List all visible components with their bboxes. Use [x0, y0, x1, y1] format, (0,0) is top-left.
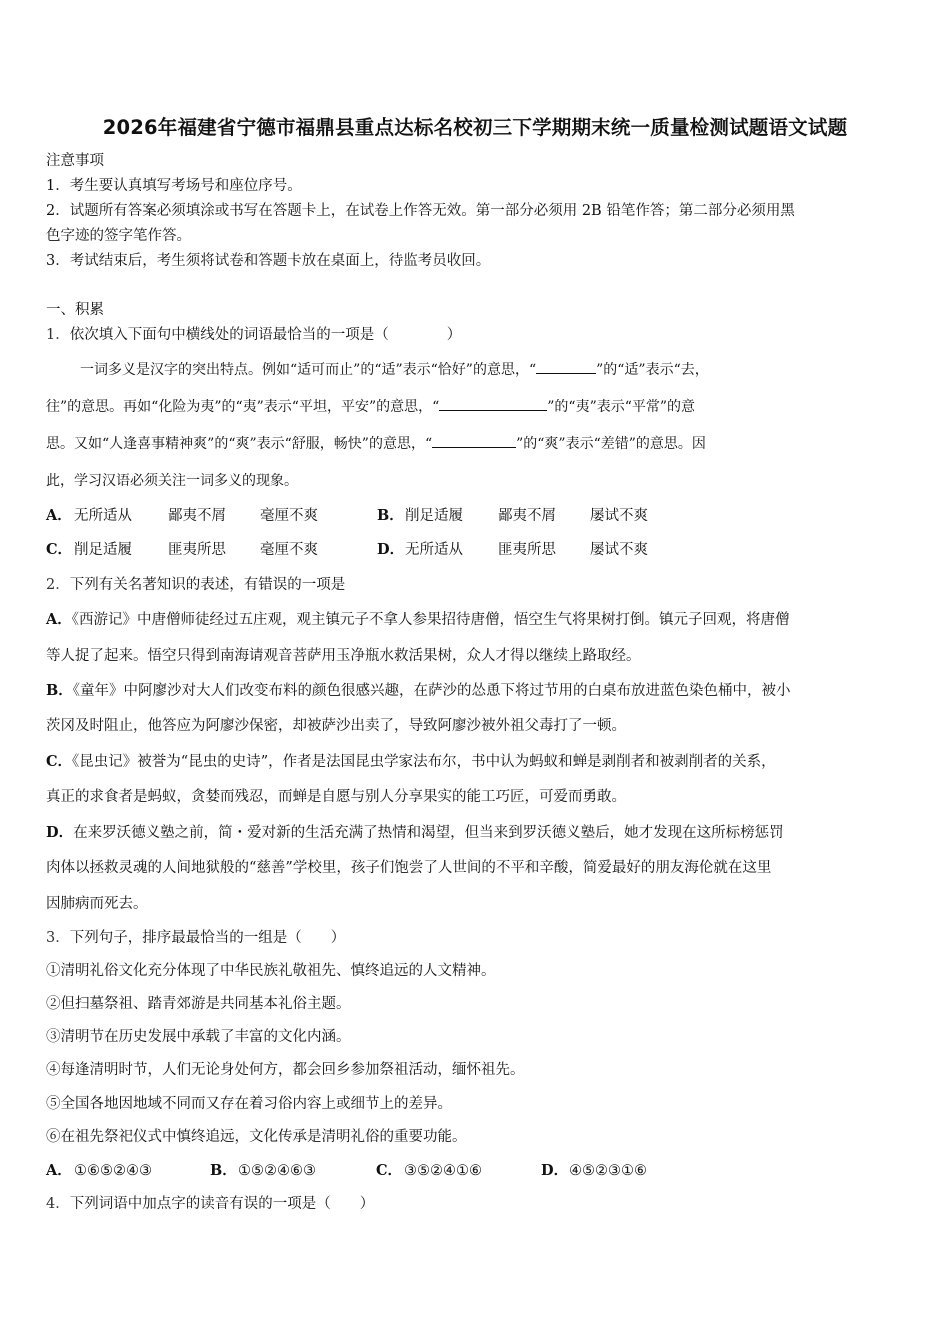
option-text: 《西游记》中唐僧师徒经过五庄观，观主镇元子不拿人参果招待唐僧，悟空生气将果树打倒。镇元子回观，将唐僧 — [71, 612, 790, 628]
option-label[interactable]: D． — [541, 1162, 569, 1179]
passage-text: 思。又如“人逢喜事精神爽”的“爽”表示“舒服，畅快”的意思，“ — [46, 436, 433, 452]
blank-line[interactable] — [432, 433, 516, 448]
option-word: 削足适履 — [405, 508, 463, 524]
option-label[interactable]: B． — [377, 507, 404, 524]
passage-text: ”的“夷”表示“平常”的意 — [547, 399, 696, 415]
sentence-item: ①清明礼俗文化充分体现了中华民族礼敬祖先、慎终追远的人文精神。 — [46, 963, 496, 979]
sentence-item: ②但扫墓祭祖、踏青郊游是共同基本礼俗主题。 — [46, 996, 351, 1012]
option-word: 鄙夷不屑 — [498, 508, 556, 524]
option-a-cont: 等人捉了起来。悟空只得到南海请观音菩萨用玉净瓶水救活果树，众人才得以继续上路取经。 — [46, 648, 641, 664]
option-word: 鄙夷不屑 — [168, 508, 226, 524]
option-text: 在来罗沃德义塾之前，简・爱对新的生活充满了热情和渴望，但当来到罗沃德义塾后，她才发现在这所标榜惩罚 — [73, 825, 784, 841]
option-label[interactable]: A． — [46, 1162, 72, 1179]
passage-line — [46, 433, 906, 455]
question-number: 2． — [46, 577, 70, 593]
option-d-cont: 肉体以拯救灵魂的人间地狱般的“慈善”学校里，孩子们饱尝了人世间的不平和辛酸，简爱最好的朋友海伦就在这里 — [46, 860, 772, 876]
notice-item: 1．考生要认真填写考场号和座位序号。 — [46, 178, 302, 194]
option-word: 屡试不爽 — [590, 542, 648, 558]
option-c-cont: 真正的求食者是蚂蚁，贪婪而残忍，而蝉是自愿与别人分享果实的能工巧匠，可爱而勇敢。 — [46, 789, 626, 805]
question-stem: 依次填入下面句中横线处的词语最恰当的一项是（ ） — [69, 327, 462, 343]
option-word: 削足适履 — [74, 542, 132, 558]
question-2 — [46, 574, 906, 596]
option-b-cont: 茨冈及时阻止，他答应为阿廖沙保密，却被萨沙出卖了，导致阿廖沙被外祖父毒打了一顿。 — [46, 718, 626, 734]
question-stem: 下列有关名著知识的表述，有错误的一项是 — [69, 577, 346, 593]
option-label[interactable]: D． — [377, 541, 405, 558]
sentence-item: ⑤全国各地因地域不同而又存在着习俗内容上或细节上的差异。 — [46, 1096, 452, 1112]
option-word: 屡试不爽 — [590, 508, 648, 524]
option-label[interactable]: A． — [46, 507, 72, 524]
option-word: 毫厘不爽 — [260, 508, 318, 524]
option-c — [46, 751, 906, 773]
option-value: ③⑤②④①⑥ — [404, 1163, 482, 1179]
question-1 — [46, 324, 906, 346]
passage-text: ”的“爽”表示“差错”的意思。因 — [516, 436, 706, 452]
option-word: 无所适从 — [405, 542, 463, 558]
option-label[interactable]: A． — [46, 611, 72, 628]
question-4 — [46, 1193, 906, 1215]
option-label[interactable]: D． — [46, 824, 74, 841]
question-stem: 下列词语中加点字的读音有误的一项是（ ） — [69, 1196, 375, 1212]
option-value: ④⑤②③①⑥ — [569, 1163, 647, 1179]
option-word: 匪夷所思 — [498, 542, 556, 558]
question-3 — [46, 927, 906, 949]
option-d-cont: 因肺病而死去。 — [46, 896, 148, 912]
option-a — [46, 609, 906, 631]
notice-item: 2．试题所有答案必须填涂或书写在答题卡上，在试卷上作答无效。第一部分必须用 2B 铅笔作答；第二部分必须用黑 — [46, 203, 795, 219]
notice-item: 色字迹的签字笔作答。 — [46, 228, 191, 244]
passage-line — [46, 396, 906, 418]
section-heading: 一、积累 — [46, 302, 104, 318]
option-label[interactable]: C． — [376, 1162, 403, 1179]
option-word: 毫厘不爽 — [260, 542, 318, 558]
page-title: 2026年福建省宁德市福鼎县重点达标名校初三下学期期末统一质量检测试题语文试题 — [102, 116, 848, 139]
notice-heading: 注意事项 — [46, 153, 104, 169]
option-label[interactable]: B． — [210, 1162, 237, 1179]
option-d — [46, 822, 906, 844]
question-stem: 下列句子，排序最最恰当的一组是（ ） — [69, 930, 346, 946]
question-number: 4． — [46, 1196, 70, 1212]
passage-text: 一词多义是汉字的突出特点。例如“适可而止”的“适”表示“恰好”的意思，“ — [80, 362, 537, 378]
option-text: 《童年》中阿廖沙对大人们改变布料的颜色很感兴趣，在萨沙的怂恿下将过节用的白桌布放进蓝色染色桶中，被小 — [72, 683, 791, 699]
sentence-item: ④每逢清明时节，人们无论身处何方，都会回乡参加祭祖活动，缅怀祖先。 — [46, 1062, 525, 1078]
passage-line: 此，学习汉语必须关注一词多义的现象。 — [46, 473, 298, 489]
option-value: ①⑤②④⑥③ — [238, 1163, 316, 1179]
option-text: 《昆虫记》被誉为“昆虫的史诗”，作者是法国昆虫学家法布尔，书中认为蚂蚁和蝉是剥削者和被剥削者的关系， — [72, 754, 776, 770]
sentence-item: ③清明节在历史发展中承载了丰富的文化内涵。 — [46, 1029, 351, 1045]
passage-text: ”的“适”表示“去， — [596, 362, 709, 378]
question-number: 3． — [46, 930, 70, 946]
option-b — [46, 680, 906, 702]
option-value: ①⑥⑤②④③ — [74, 1163, 152, 1179]
option-word: 匪夷所思 — [168, 542, 226, 558]
passage-line — [46, 359, 906, 381]
blank-line[interactable] — [439, 396, 547, 411]
sentence-item: ⑥在祖先祭祀仪式中慎终追远，文化传承是清明礼俗的重要功能。 — [46, 1129, 467, 1145]
option-label[interactable]: C． — [46, 541, 73, 558]
notice-item: 3．考试结束后，考生须将试卷和答题卡放在桌面上，待监考员收回。 — [46, 253, 491, 269]
option-label[interactable]: C． — [46, 753, 73, 770]
option-label[interactable]: B． — [46, 682, 73, 699]
option-word: 无所适从 — [74, 508, 132, 524]
passage-text: 往”的意思。再如“化险为夷”的“夷”表示“平坦，平安”的意思，“ — [46, 399, 440, 415]
blank-line[interactable] — [536, 359, 596, 374]
question-number: 1． — [46, 327, 70, 343]
